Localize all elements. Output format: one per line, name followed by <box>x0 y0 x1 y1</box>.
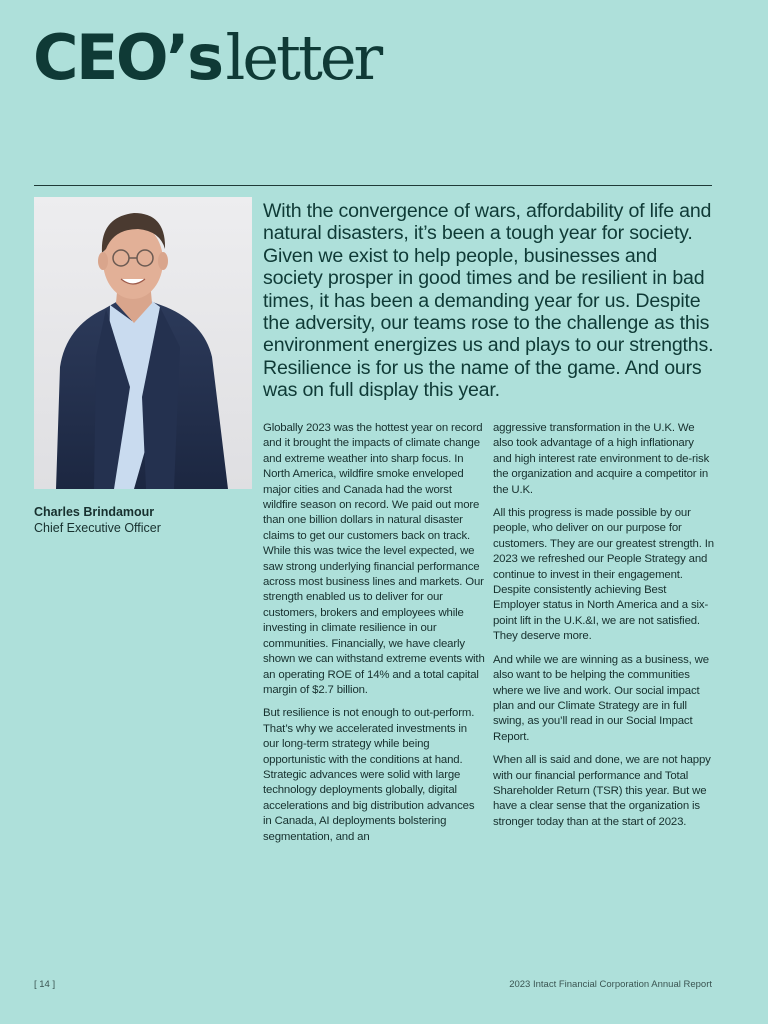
report-title: 2023 Intact Financial Corporation Annual Report <box>509 979 712 990</box>
ceo-name: Charles Brindamour <box>34 505 155 519</box>
page-title-light: letter <box>225 21 381 94</box>
page-title-bold: CEO’s <box>33 21 222 94</box>
ceo-caption <box>34 504 254 536</box>
body-column-1 <box>263 421 485 853</box>
body-paragraph: All this progress is made possible by our people, who deliver on our purpose for customers. They are our greatest strength. In 2023 we refreshed our People Strategy and continue to invest in their engagement. Despite consistently achieving Best Employer status in North America and a six-point lift in the U.K.&I, we are not satisfied. They deserve more. <box>493 507 714 643</box>
ceo-portrait-illustration <box>34 197 252 489</box>
body-paragraph: When all is said and done, we are not happy with our financial performance and Total Shareholder Return (TSR) this year. But we have a clear sense that the organization is stronger today than at the start of 2023. <box>493 754 711 828</box>
body-column-2 <box>493 421 715 838</box>
body-paragraph: Globally 2023 was the hottest year on record and it brought the impacts of climate change and extreme weather into sharp focus. In North America, wildfire smoke enveloped major cities and Canada had the worst wildfire season on record. We paid out more than one billion dollars in natural disaster claims to get our customers back on track. While this was twice the level expected, we saw strong underlying financial performance across most business lines and markets. Our strength enabled us to deliver for our customers, brokers and employees while investing in climate resilience in our communities. Financially, we have clearly shown we can withstand extreme events with an operating ROE of 14% and a total capital margin of $2.7 billion. <box>263 422 485 696</box>
page-number: [ 14 ] <box>34 979 56 990</box>
intro-pull-quote: With the convergence of wars, affordability of life and natural disasters, it’s been a tough year for society. Given we exist to help people, businesses and society prosper in good times and be resilient in bad times, it has been a demanding year for us. Despite the adversity, our teams rose to the challenge as this environment energizes us and plays to our strengths. Resilience is for us the name of the game. And ours was on full display this year. <box>263 200 714 402</box>
body-paragraph: But resilience is not enough to out-perform. That’s why we accelerated investments in our long-term strategy while being opportunistic with the conditions at hand. Strategic advances were solid with large technology deployments globally, digital accelerations and big distribution advances in Canada, AI deployments bolstering segmentation, and an <box>263 707 475 843</box>
page-title <box>33 18 380 98</box>
ceo-portrait <box>34 197 252 489</box>
body-paragraph: And while we are winning as a business, we also want to be helping the communities where we live and work. Our social impact plan and our Climate Strategy are in full swing, as you’ll read in our Social Impact Report. <box>493 653 709 743</box>
divider-rule <box>34 185 712 186</box>
body-paragraph: aggressive transformation in the U.K. We also took advantage of a high inflationary and high interest rate environment to de-risk the organization and acquire a competitor in the U.K. <box>493 422 710 496</box>
ceo-role: Chief Executive Officer <box>34 521 161 535</box>
